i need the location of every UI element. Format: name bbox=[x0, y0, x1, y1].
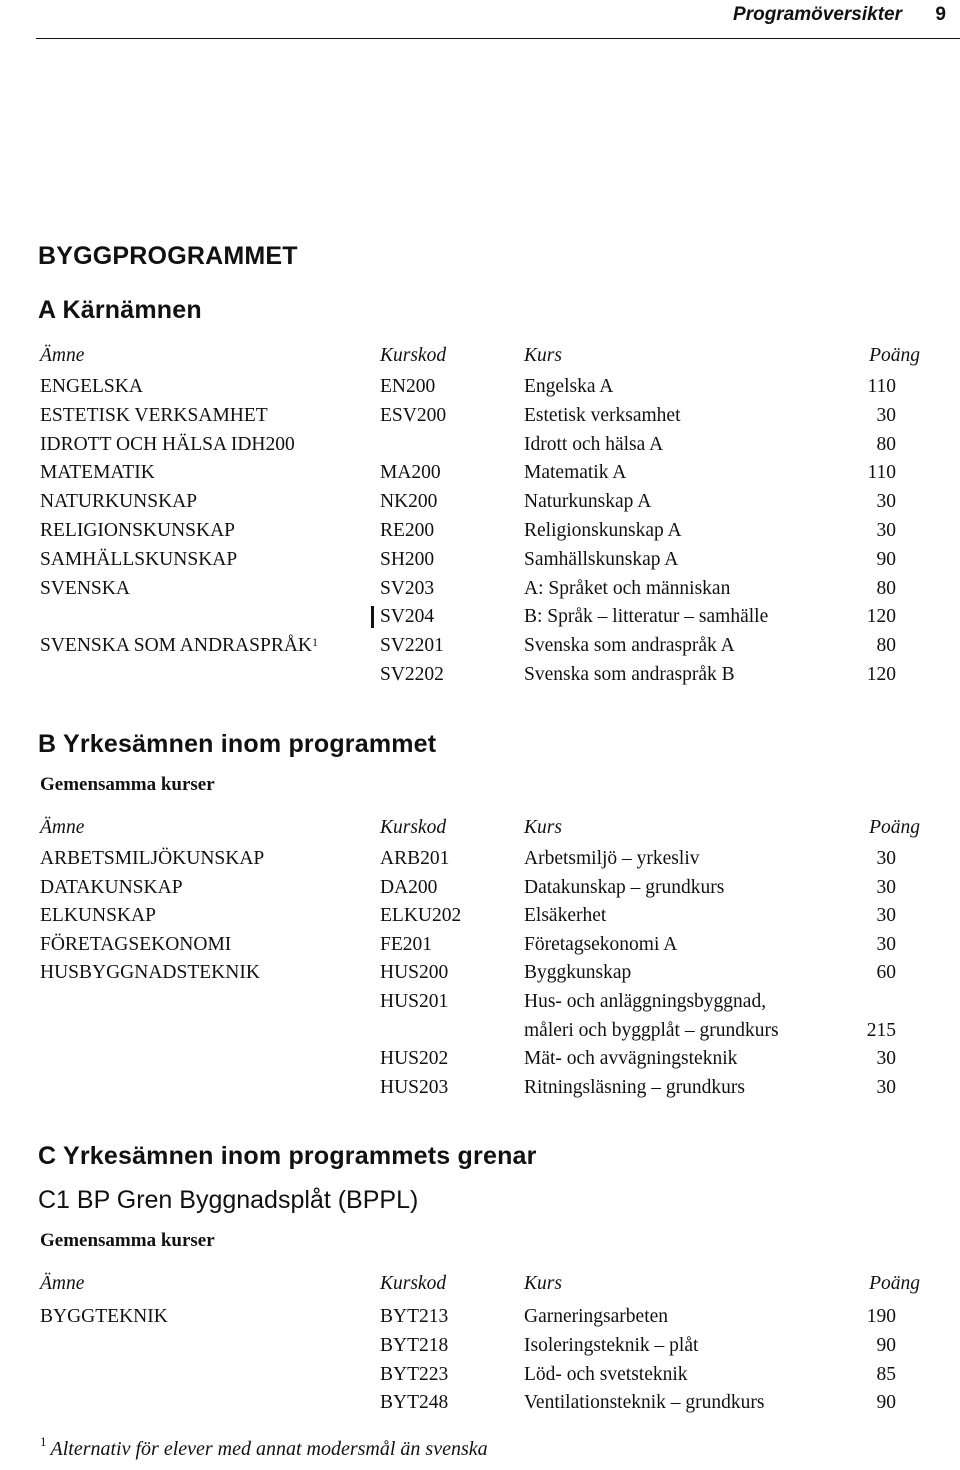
program-title: BYGGPROGRAMMET bbox=[38, 242, 298, 270]
table-row bbox=[0, 1074, 960, 1102]
section-c-subtitle: Gemensamma kurser bbox=[40, 1230, 215, 1251]
cell-kurs: Löd- och svetsteknik bbox=[524, 1363, 688, 1385]
column-header-kurs: Kurs bbox=[524, 1273, 562, 1294]
cell-kurs: Byggkunskap bbox=[524, 962, 632, 984]
table-row bbox=[0, 632, 960, 660]
table-row bbox=[0, 546, 960, 574]
cell-amne: FÖRETAGSEKONOMI bbox=[40, 933, 232, 955]
cell-kurs: Idrott och hälsa A bbox=[524, 433, 664, 455]
cell-kurs: Elsäkerhet bbox=[524, 905, 607, 927]
cell-amne: IDROTT OCH HÄLSA IDH200 bbox=[40, 433, 295, 455]
table-header bbox=[0, 1270, 960, 1298]
cell-kurskod: HUS203 bbox=[380, 1076, 449, 1098]
cell-poang: 30 bbox=[876, 491, 896, 513]
cell-poang: 90 bbox=[876, 548, 896, 570]
cell-kurskod: SV204 bbox=[380, 606, 435, 628]
cell-amne: ELKUNSKAP bbox=[40, 905, 156, 927]
cell-poang: 190 bbox=[866, 1306, 896, 1327]
cell-kurs: Svenska som andraspråk B bbox=[524, 664, 735, 685]
footnote-text: Alternativ för elever med annat modersmål än svenska bbox=[50, 1438, 488, 1460]
column-header-kurskod: Kurskod bbox=[380, 345, 447, 366]
cell-amne: DATAKUNSKAP bbox=[40, 876, 183, 898]
cell-kurs: måleri och byggplåt – grundkurs bbox=[524, 1019, 779, 1041]
section-a-title: A Kärnämnen bbox=[38, 296, 202, 324]
table-row bbox=[0, 603, 960, 631]
table-row bbox=[0, 373, 960, 401]
cell-kurskod: RE200 bbox=[380, 520, 435, 541]
cell-poang: 30 bbox=[876, 876, 896, 898]
column-header-poang: Poäng bbox=[869, 1273, 920, 1294]
table-row bbox=[0, 988, 960, 1016]
table-row bbox=[0, 575, 960, 603]
table-header bbox=[0, 342, 960, 370]
table-row bbox=[0, 902, 960, 930]
section-c-title: C Yrkesämnen inom programmets grenar bbox=[38, 1142, 537, 1170]
page-header bbox=[0, 0, 960, 40]
cell-amne: MATEMATIK bbox=[40, 462, 155, 484]
cell-kurskod: SV2202 bbox=[380, 664, 444, 685]
cell-poang: 120 bbox=[866, 606, 896, 628]
cell-kurs: Mät- och avvägningsteknik bbox=[524, 1048, 738, 1070]
cell-kurskod: HUS201 bbox=[380, 991, 449, 1012]
cell-poang: 110 bbox=[867, 462, 896, 484]
cell-kurskod: ESV200 bbox=[380, 404, 447, 426]
header-rule bbox=[36, 38, 960, 39]
cell-kurskod: BYT248 bbox=[380, 1392, 449, 1414]
cell-kurs: A: Språket och människan bbox=[524, 577, 731, 599]
table-row bbox=[0, 1303, 960, 1331]
column-header-kurskod: Kurskod bbox=[380, 1273, 447, 1294]
cell-amne: ENGELSKA bbox=[40, 376, 143, 397]
cell-amne: SVENSKA SOM ANDRASPRÅK$^1$ bbox=[40, 635, 318, 657]
cell-kurskod: ARB201 bbox=[380, 848, 450, 869]
cell-poang: 215 bbox=[866, 1019, 896, 1041]
table-row bbox=[0, 931, 960, 959]
cell-amne: BYGGTEKNIK bbox=[40, 1306, 168, 1327]
cell-kurs: Ventilationsteknik – grundkurs bbox=[524, 1392, 765, 1414]
column-header-amne: Ämne bbox=[40, 1273, 85, 1294]
cell-amne: SVENSKA bbox=[40, 577, 130, 599]
table-row bbox=[0, 959, 960, 987]
cell-kurs: Engelska A bbox=[524, 376, 614, 397]
table-row bbox=[0, 661, 960, 689]
column-header-amne: Ämne bbox=[40, 817, 85, 838]
table-row bbox=[0, 845, 960, 873]
column-header-kurskod: Kurskod bbox=[380, 817, 447, 838]
cell-kurs: Garneringsarbeten bbox=[524, 1306, 669, 1327]
cell-poang: 90 bbox=[876, 1334, 896, 1356]
cell-poang: 30 bbox=[876, 1048, 896, 1070]
cell-kurskod: DA200 bbox=[380, 876, 438, 898]
cell-amne: RELIGIONSKUNSKAP bbox=[40, 520, 236, 541]
cell-kurs: Arbetsmiljö – yrkesliv bbox=[524, 848, 700, 869]
cell-kurs: Estetisk verksamhet bbox=[524, 404, 681, 426]
cell-poang: 30 bbox=[876, 1076, 896, 1098]
cell-amne: NATURKUNSKAP bbox=[40, 491, 198, 513]
section-c-branch: C1 BP Gren Byggnadsplåt (BPPL) bbox=[38, 1186, 419, 1214]
table-row bbox=[0, 517, 960, 545]
cell-poang: 30 bbox=[876, 404, 896, 426]
cell-amne: HUSBYGGNADSTEKNIK bbox=[40, 962, 260, 984]
cell-poang: 30 bbox=[876, 905, 896, 927]
cell-kurskod: MA200 bbox=[380, 462, 441, 484]
cell-poang: 80 bbox=[876, 577, 896, 599]
cell-kurs: Religionskunskap A bbox=[524, 520, 682, 541]
table-row bbox=[0, 459, 960, 487]
cell-poang: 60 bbox=[876, 962, 896, 984]
table-row bbox=[0, 1361, 960, 1389]
cell-kurskod: BYT218 bbox=[380, 1334, 449, 1356]
cell-amne: ESTETISK VERKSAMHET bbox=[40, 404, 268, 426]
footnote-marker: 1 bbox=[40, 1434, 47, 1449]
table-row bbox=[0, 1332, 960, 1360]
footnote-ref: 1 bbox=[312, 635, 318, 650]
table-row bbox=[0, 488, 960, 516]
cell-poang: 30 bbox=[876, 933, 896, 955]
cell-poang: 110 bbox=[867, 376, 896, 397]
column-header-poang: Poäng bbox=[869, 817, 920, 838]
table-row bbox=[0, 402, 960, 430]
cell-amne: SAMHÄLLSKUNSKAP bbox=[40, 548, 238, 570]
column-header-poang: Poäng bbox=[869, 345, 920, 366]
cell-poang: 30 bbox=[876, 520, 896, 541]
cell-poang: 80 bbox=[876, 635, 896, 657]
cell-kurs: Hus- och anläggningsbyggnad, bbox=[524, 991, 767, 1012]
change-bar bbox=[371, 606, 374, 628]
cell-kurskod: HUS202 bbox=[380, 1048, 449, 1070]
cell-kurskod: SV203 bbox=[380, 577, 435, 599]
cell-kurs: Företagsekonomi A bbox=[524, 933, 678, 955]
cell-amne: ARBETSMILJÖKUNSKAP bbox=[40, 848, 265, 869]
table-row bbox=[0, 431, 960, 459]
table-row bbox=[0, 1389, 960, 1417]
cell-kurskod: BYT223 bbox=[380, 1363, 449, 1385]
cell-kurskod: NK200 bbox=[380, 491, 438, 513]
section-b-subtitle: Gemensamma kurser bbox=[40, 774, 215, 795]
cell-poang: 85 bbox=[876, 1363, 896, 1385]
cell-kurs: Datakunskap – grundkurs bbox=[524, 876, 725, 898]
cell-kurskod: FE201 bbox=[380, 933, 433, 955]
section-b-title: B Yrkesämnen inom programmet bbox=[38, 730, 437, 758]
cell-poang: 80 bbox=[876, 433, 896, 455]
cell-kurs: Svenska som andraspråk A bbox=[524, 635, 735, 657]
column-header-kurs: Kurs bbox=[524, 817, 562, 838]
column-header-kurs: Kurs bbox=[524, 345, 562, 366]
cell-poang: 30 bbox=[876, 848, 896, 869]
table-row bbox=[0, 1017, 960, 1045]
cell-kurskod: SH200 bbox=[380, 548, 435, 570]
cell-kurskod: BYT213 bbox=[380, 1306, 449, 1327]
cell-kurs: Isoleringsteknik – plåt bbox=[524, 1334, 699, 1356]
cell-poang: 90 bbox=[876, 1392, 896, 1414]
page-number: 9 bbox=[935, 4, 946, 25]
cell-kurskod: SV2201 bbox=[380, 635, 444, 657]
cell-kurs: Naturkunskap A bbox=[524, 491, 652, 513]
cell-kurs: Matematik A bbox=[524, 462, 627, 484]
cell-kurskod: HUS200 bbox=[380, 962, 449, 984]
running-title: Programöversikter bbox=[733, 4, 902, 25]
column-header-amne: Ämne bbox=[40, 345, 85, 366]
cell-kurs: B: Språk – litteratur – samhälle bbox=[524, 606, 769, 628]
cell-kurs: Ritningsläsning – grundkurs bbox=[524, 1076, 746, 1098]
cell-poang: 120 bbox=[866, 664, 896, 685]
table-row bbox=[0, 874, 960, 902]
cell-kurs: Samhällskunskap A bbox=[524, 548, 679, 570]
footnote bbox=[40, 1434, 488, 1461]
table-row bbox=[0, 1045, 960, 1073]
table-header bbox=[0, 814, 960, 842]
cell-kurskod: EN200 bbox=[380, 376, 436, 397]
cell-kurskod: ELKU202 bbox=[380, 905, 462, 927]
